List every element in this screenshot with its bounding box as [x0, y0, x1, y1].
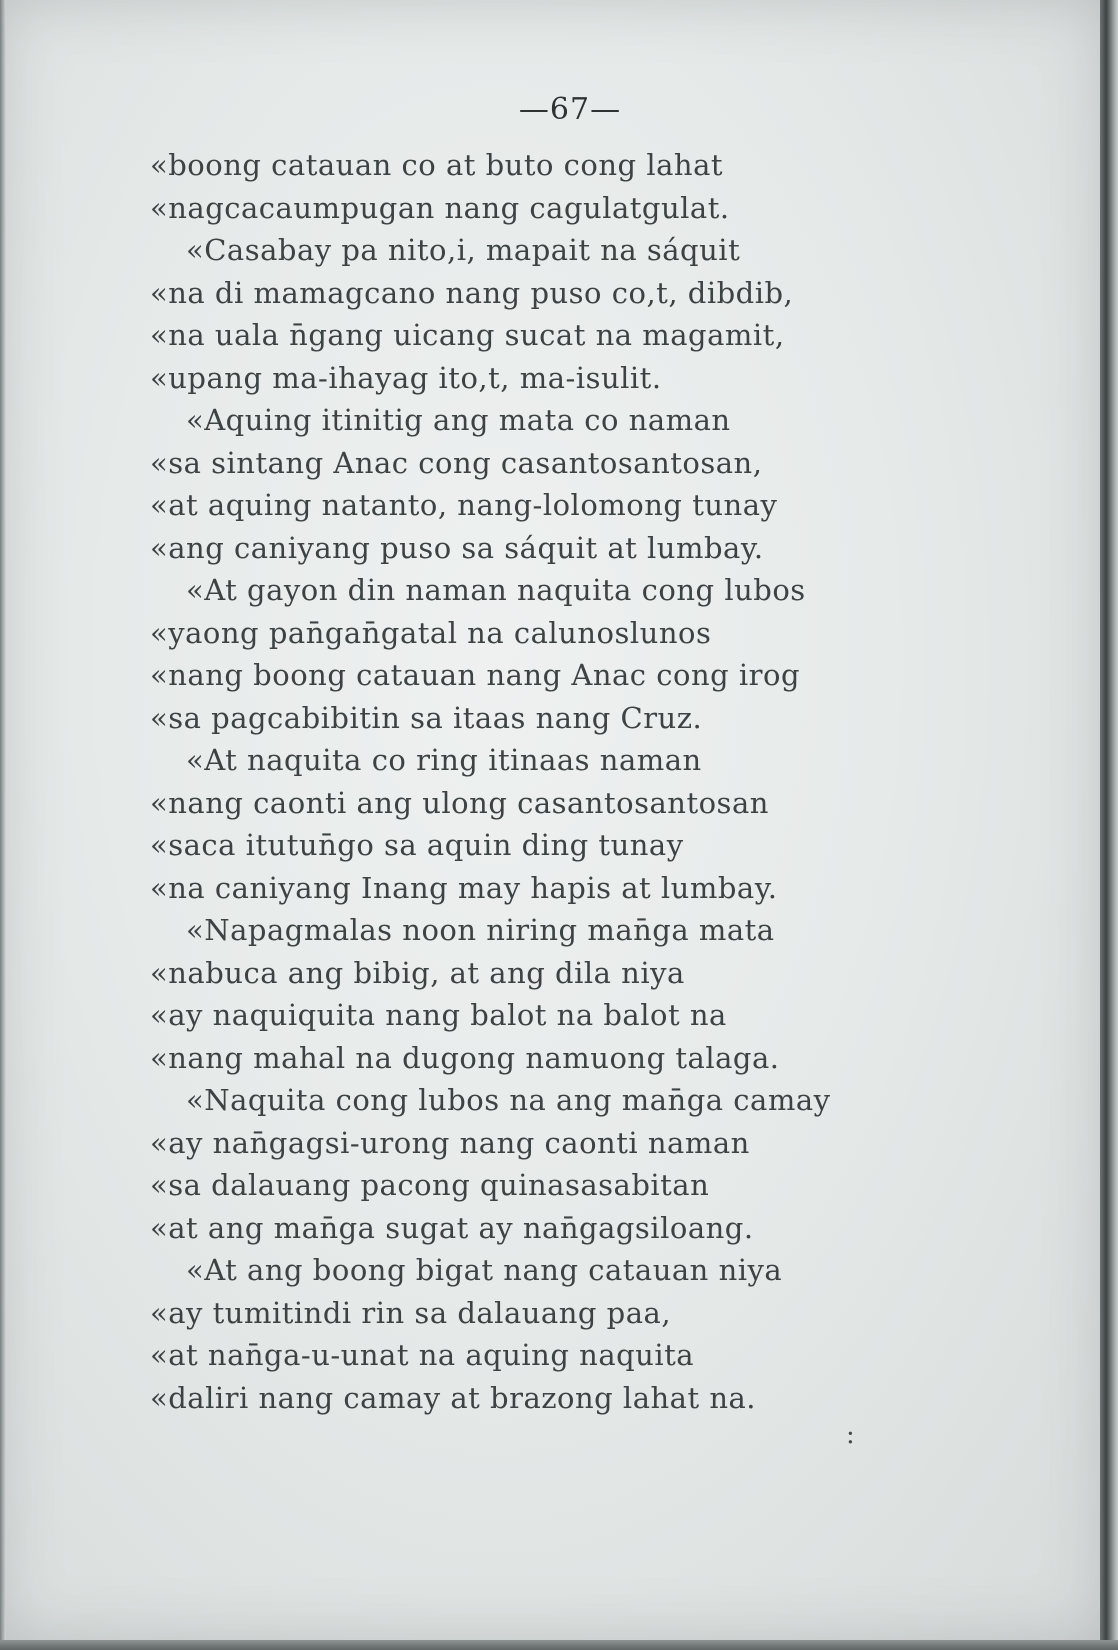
verse-line: «Napagmalas noon niring man̄ga mata — [186, 913, 775, 947]
verse-line: «sa dalauang pacong quinasasabitan — [150, 1168, 710, 1202]
verse-line: «Naquita cong lubos na ang man̄ga camay — [186, 1083, 831, 1117]
verse-line: «Casabay pa nito,i, mapait na sáquit — [186, 233, 741, 267]
page-right-edge — [1100, 0, 1118, 1650]
verse-line: «At naquita co ring itinaas naman — [186, 743, 702, 777]
verse-line: «sa sintang Anac cong casantosantosan, — [150, 445, 763, 480]
verse-line: «At ang boong bigat nang catauan niya — [186, 1253, 783, 1287]
verse-line: «at aquing natanto, nang-lolomong tunay — [150, 488, 778, 522]
verse-line: «yaong pan̄gan̄gatal na calunoslunos — [150, 615, 712, 650]
page-left-edge — [0, 0, 6, 1650]
verse-line: «Aquing itinitig ang mata co naman — [186, 403, 731, 437]
verse-text-block — [150, 144, 950, 1419]
verse-line: «sa pagcabibitin sa itaas nang Cruz. — [150, 700, 703, 735]
verse-line: «na uala n̄gang uicang sucat na magamit, — [150, 318, 785, 352]
verse-line: «na di mamagcano nang puso co,t, dibdib, — [150, 275, 794, 310]
verse-line: «nang caonti ang ulong casantosantosan — [150, 785, 769, 820]
page-number: —67— — [518, 92, 622, 127]
verse-line: «At gayon din naman naquita cong lubos — [186, 573, 806, 607]
verse-line: «na caniyang Inang may hapis at lumbay. — [150, 870, 778, 905]
verse-line: «ay nan̄gagsi-urong nang caonti naman — [150, 1125, 750, 1160]
verse-line: «saca itutun̄go sa aquin ding tunay — [150, 828, 684, 862]
page-bottom-edge — [0, 1640, 1118, 1650]
verse-line: «at ang man̄ga sugat ay nan̄gagsiloang. — [150, 1210, 754, 1245]
verse-line: «nabuca ang bibig, at ang dila niya — [150, 955, 685, 990]
verse-line: «nagcacaumpugan nang cagulatgulat. — [150, 190, 730, 225]
verse-line: «nang mahal na dugong namuong talaga. — [150, 1040, 780, 1075]
footer-mark: : — [846, 1420, 855, 1450]
verse-line: «ang caniyang puso sa sáquit at lumbay. — [150, 530, 764, 565]
verse-line: «ay naquiquita nang balot na balot na — [150, 998, 727, 1032]
verse-line: «at nan̄ga-u-unat na aquing naquita — [150, 1338, 695, 1372]
verse-line: «daliri nang camay at brazong lahat na. — [150, 1380, 757, 1415]
verse-line: «upang ma-ihayag ito,t, ma-isulit. — [150, 360, 662, 395]
verse-line: «nang boong catauan nang Anac cong irog — [150, 658, 801, 692]
verse-line: «ay tumitindi rin sa dalauang paa, — [150, 1295, 672, 1330]
verse-line: «boong catauan co at buto cong lahat — [150, 148, 724, 182]
